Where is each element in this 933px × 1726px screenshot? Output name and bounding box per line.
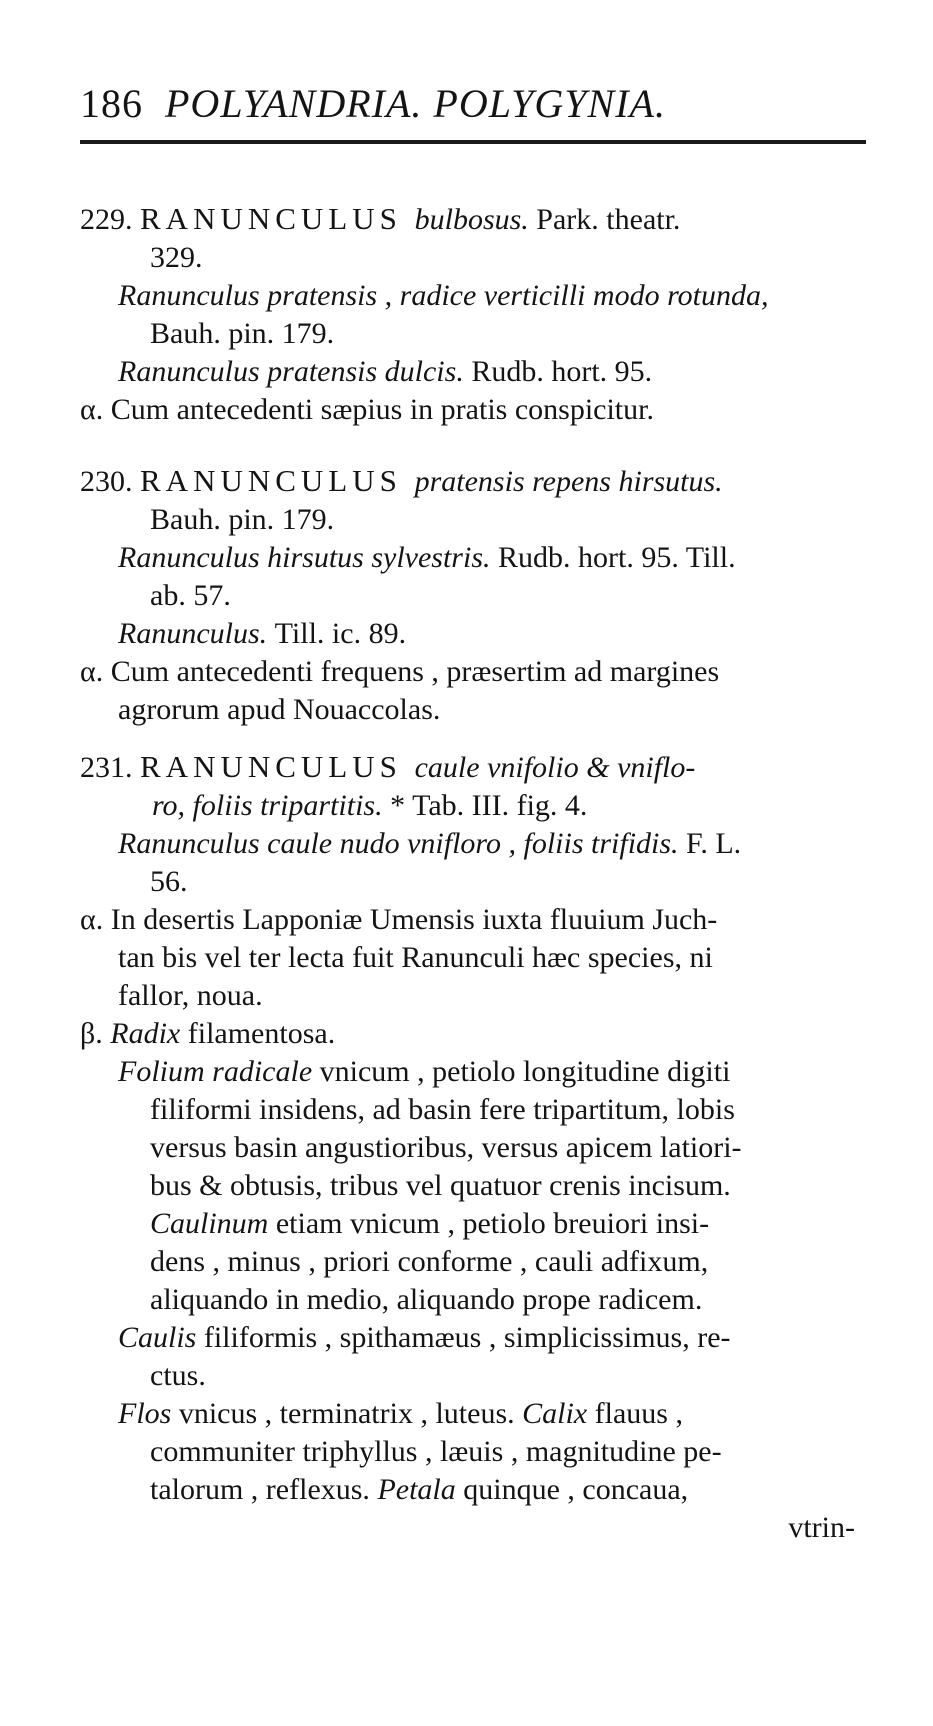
- roman-text: flauus ,: [594, 1397, 683, 1430]
- text-line: [80, 901, 880, 939]
- roman-text: filiformi insidens, ad basin fere tripartitum, lobis: [150, 1093, 735, 1126]
- roman-text: 230.: [80, 465, 140, 498]
- roman-text: talorum , reflexus.: [150, 1473, 378, 1506]
- roman-text: ab. 57.: [150, 579, 231, 612]
- header-title: POLYANDRIA. POLYGYNIA.: [165, 81, 666, 126]
- text-line: [80, 1205, 880, 1243]
- italic-text: Caulinum: [150, 1207, 276, 1240]
- roman-text: vtrin-: [788, 1511, 855, 1544]
- roman-text: * Tab. III. fig. 4.: [390, 789, 588, 822]
- text-line: [80, 200, 880, 239]
- roman-text: Rudb. hort. 95. Till.: [498, 541, 736, 574]
- italic-text: bulbosus.: [414, 203, 537, 236]
- roman-text: agrorum apud Nouaccolas.: [118, 693, 441, 726]
- italic-text: Ranunculus pratensis dulcis.: [118, 355, 472, 388]
- text-line: [80, 1167, 880, 1205]
- italic-text: Calix: [522, 1397, 595, 1430]
- italic-text: Flos: [118, 1397, 179, 1430]
- running-header: [80, 80, 870, 127]
- italic-text: Ranunculus.: [118, 617, 275, 650]
- text-line: [80, 691, 880, 729]
- text-line: [80, 577, 880, 615]
- italic-text: Folium radicale: [118, 1055, 320, 1088]
- text-line: [80, 1395, 880, 1433]
- text-line: [80, 501, 880, 539]
- text-line: [80, 1471, 880, 1509]
- italic-text: Ranunculus caule nudo vnifloro , foliis trifidis.: [118, 827, 687, 860]
- roman-text: dens , minus , priori conforme , cauli adfixum,: [150, 1245, 709, 1278]
- roman-text: ctus.: [150, 1359, 206, 1392]
- italic-text: Petala: [377, 1473, 464, 1506]
- text-line: [80, 462, 880, 501]
- text-line: [80, 315, 880, 353]
- text-line: [80, 1357, 880, 1395]
- roman-text: α. Cum antecedenti sæpius in pratis conspicitur.: [80, 393, 654, 426]
- roman-text: α. Cum antecedenti frequens , præsertim ad margines: [80, 655, 720, 688]
- roman-text: fallor, noua.: [118, 979, 263, 1012]
- roman-text: filamentosa.: [187, 1017, 336, 1050]
- roman-text: Bauh. pin. 179.: [150, 317, 335, 350]
- italic-text: Ranunculus hirsutus sylvestris.: [118, 541, 498, 574]
- text-line: [80, 863, 880, 901]
- roman-text: Rudb. hort. 95.: [471, 355, 653, 388]
- text-line: [80, 353, 880, 391]
- text-line: [80, 1319, 880, 1357]
- italic-text: pratensis repens hirsutus.: [414, 465, 723, 498]
- text-line: [80, 825, 880, 863]
- italic-text: Radix: [110, 1017, 188, 1050]
- text-line: [80, 939, 880, 977]
- roman-text: β.: [80, 1017, 111, 1050]
- text-line: [80, 1433, 880, 1471]
- roman-text: filiformis , spithamæus , simplicissimus, re-: [203, 1321, 731, 1354]
- italic-text: ro, foliis tripartitis.: [152, 789, 391, 822]
- text-line: [80, 653, 880, 691]
- text-line: [80, 539, 880, 577]
- italic-text: caule vnifolio & vniflo-: [414, 751, 696, 784]
- species-entry-229: [80, 200, 880, 429]
- italic-text: Ranunculus pratensis , radice verticilli modo rotunda,: [118, 279, 769, 312]
- genus-name: RANUNCULUS: [140, 201, 415, 236]
- roman-text: vnicus , terminatrix , luteus.: [178, 1397, 523, 1430]
- roman-text: Bauh. pin. 179.: [150, 503, 335, 536]
- text-line: [80, 748, 880, 787]
- text-line: [80, 977, 880, 1015]
- text-line: [80, 1015, 880, 1053]
- text-line: [80, 787, 880, 825]
- genus-name: RANUNCULUS: [140, 463, 415, 498]
- text-line: [80, 1243, 880, 1281]
- text-line: [80, 277, 880, 315]
- text-line: [80, 1281, 880, 1319]
- roman-text: Park. theatr.: [536, 203, 681, 236]
- roman-text: bus & obtusis, tribus vel quatuor crenis incisum.: [150, 1169, 731, 1202]
- text-line: [80, 239, 880, 277]
- header-rule: [80, 140, 866, 148]
- roman-text: 329.: [150, 241, 203, 274]
- text-line: [80, 1053, 880, 1091]
- text-line: [80, 615, 880, 653]
- italic-text: Caulis: [118, 1321, 204, 1354]
- roman-text: 231.: [80, 751, 140, 784]
- text-line: [80, 391, 880, 429]
- text-line: [80, 1509, 880, 1547]
- roman-text: α. In desertis Lapponiæ Umensis iuxta fluuium Juch-: [80, 903, 718, 936]
- roman-text: versus basin angustioribus, versus apicem latiori-: [150, 1131, 742, 1164]
- roman-text: Till. ic. 89.: [274, 617, 407, 650]
- roman-text: aliquando in medio, aliquando prope radicem.: [150, 1283, 703, 1316]
- roman-text: F. L.: [686, 827, 742, 860]
- species-entry-231: [80, 748, 880, 1547]
- roman-text: quinque , concaua,: [463, 1473, 689, 1506]
- roman-text: vnicum , petiolo longitudine digiti: [319, 1055, 731, 1088]
- genus-name: RANUNCULUS: [140, 749, 415, 784]
- roman-text: 56.: [150, 865, 188, 898]
- page-number: 186: [80, 81, 143, 126]
- roman-text: tan bis vel ter lecta fuit Ranunculi hæc species, ni: [118, 941, 713, 974]
- roman-text: 229.: [80, 203, 140, 236]
- roman-text: etiam vnicum , petiolo breuiori insi-: [275, 1207, 710, 1240]
- text-line: [80, 1091, 880, 1129]
- text-line: [80, 1129, 880, 1167]
- species-entry-230: [80, 462, 880, 729]
- roman-text: communiter triphyllus , læuis , magnitudine pe-: [150, 1435, 722, 1468]
